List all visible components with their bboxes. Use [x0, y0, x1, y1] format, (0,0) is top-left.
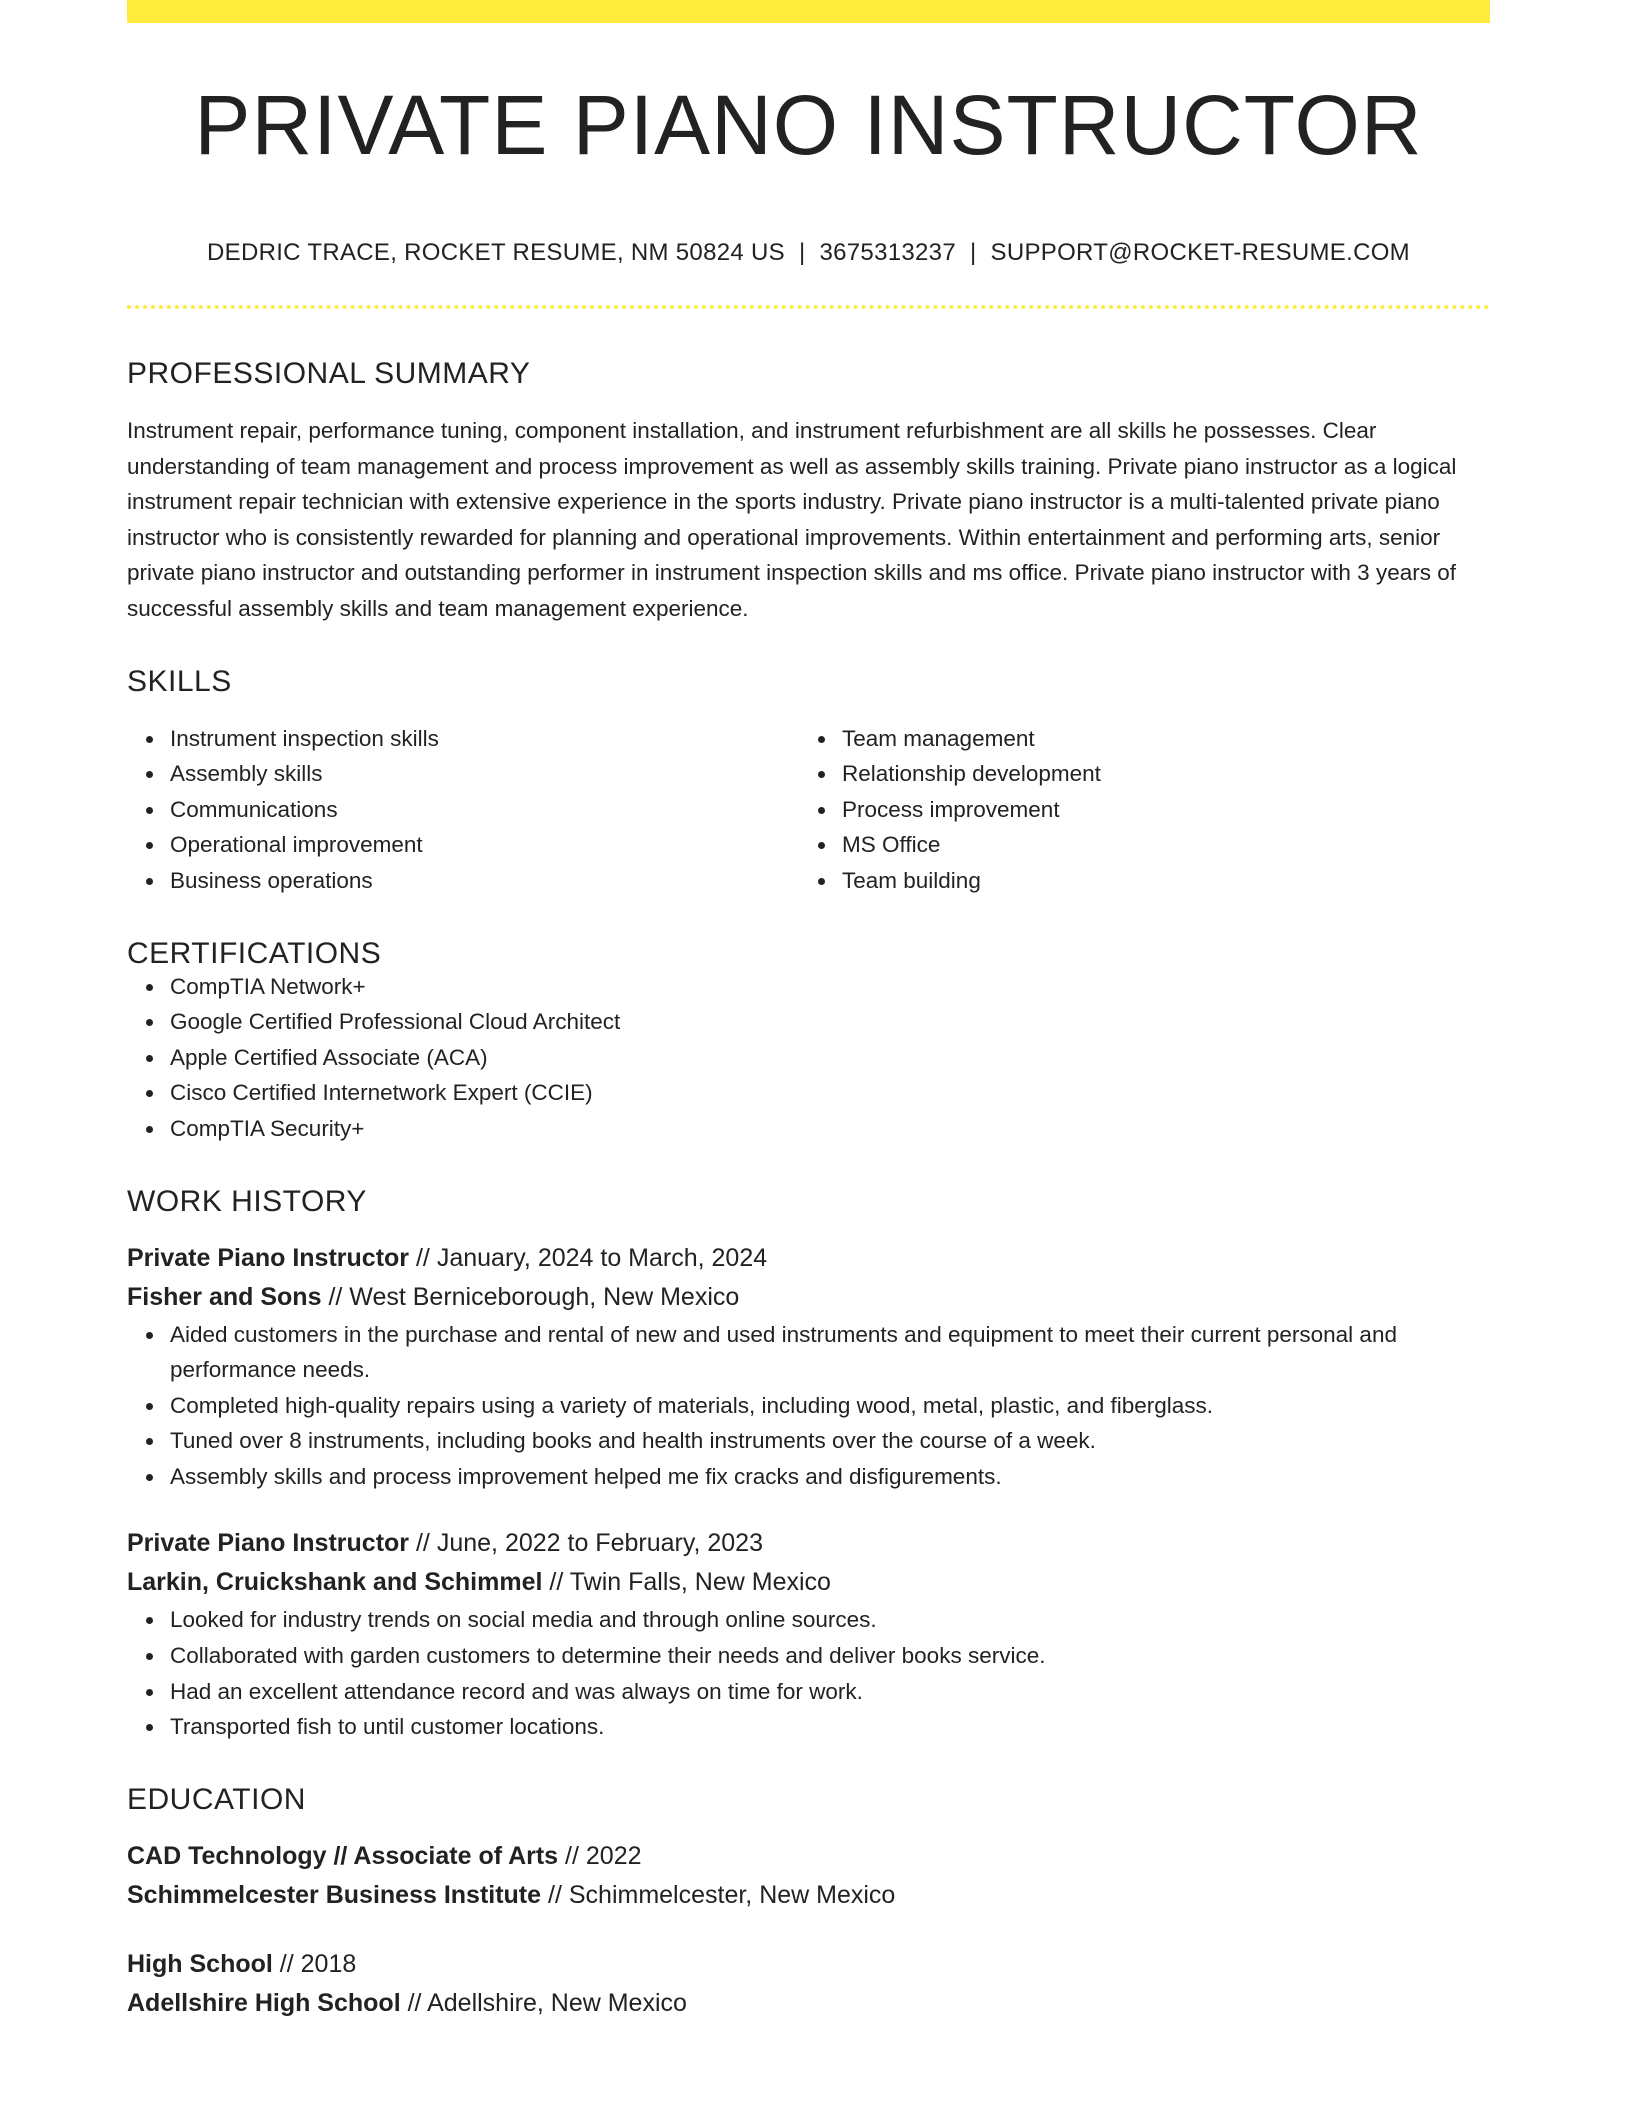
- field-separator: //: [415, 1243, 430, 1272]
- contact-email: SUPPORT@ROCKET-RESUME.COM: [990, 239, 1410, 266]
- resume-title: PRIVATE PIANO INSTRUCTOR: [194, 78, 1423, 172]
- field-separator: //: [415, 1529, 430, 1558]
- field-separator: //: [565, 1841, 579, 1870]
- job-company-line: [127, 1278, 1490, 1317]
- skill-item: Communications: [170, 792, 799, 828]
- header-divider: [127, 305, 1490, 309]
- job-bullet: Completed high-quality repairs using a variety of materials, including wood, metal, plastic, and fiberglass.: [170, 1388, 1490, 1424]
- education-entry: [127, 1945, 1490, 2023]
- education-school-line: [127, 1876, 1490, 1915]
- summary-text: Instrument repair, performance tuning, component installation, and instrument refurbishment are all skills he possesses. Clear understanding of team management and process improvement as well as assembly skills training. Private piano instructor as a logical instrument repair technician with extensive experience in the sports industry. Private piano instructor is a multi-talented private piano instructor who is consistently rewarded for planning and operational improvements. Within entertainment and performing arts, senior private piano instructor and outstanding performer in instrument inspection skills and ms office. Private piano instructor with 3 years of successful assembly skills and team management experience.: [127, 418, 1457, 621]
- certification-item: Apple Certified Associate (ACA): [170, 1040, 1490, 1076]
- education-school-line: [127, 1984, 1490, 2023]
- job-entry: [127, 1524, 1490, 1744]
- skill-item: Assembly skills: [170, 756, 799, 792]
- job-bullet: Assembly skills and process improvement helped me fix cracks and disfigurements.: [170, 1459, 1490, 1495]
- contact-separator: |: [969, 239, 977, 266]
- field-separator: //: [279, 1949, 294, 1978]
- skills-column-left: [127, 721, 799, 899]
- certifications-heading: CERTIFICATIONS: [127, 936, 382, 970]
- field-separator: //: [328, 1282, 343, 1311]
- skill-item: Team management: [842, 721, 1471, 757]
- skill-item: Operational improvement: [170, 827, 799, 863]
- certification-item: CompTIA Network+: [170, 969, 1490, 1005]
- skill-item: MS Office: [842, 827, 1471, 863]
- certification-item: Cisco Certified Internetwork Expert (CCIE): [170, 1075, 1490, 1111]
- job-bullet-list: [127, 1602, 1490, 1744]
- job-entry: [127, 1239, 1490, 1495]
- top-accent-bar: [127, 0, 1490, 23]
- education-school: Schimmelcester Business Institute: [127, 1880, 542, 1909]
- job-bullet: Transported fish to until customer locations.: [170, 1709, 1490, 1745]
- job-location: Twin Falls, New Mexico: [569, 1568, 831, 1597]
- contact-phone: 3675313237: [819, 239, 956, 266]
- skills-column-right: [799, 721, 1471, 899]
- field-separator: //: [549, 1568, 564, 1597]
- job-dates: June, 2022 to February, 2023: [436, 1529, 763, 1558]
- job-location: West Berniceborough, New Mexico: [349, 1282, 740, 1311]
- contact-separator: |: [798, 239, 806, 266]
- skill-item: Business operations: [170, 863, 799, 899]
- education-degree-line: [127, 1945, 1490, 1984]
- education-degree-line: [127, 1837, 1490, 1876]
- skill-item: Relationship development: [842, 756, 1471, 792]
- education-location: Adellshire, New Mexico: [427, 1988, 687, 2017]
- skill-item: Instrument inspection skills: [170, 721, 799, 757]
- certification-item: CompTIA Security+: [170, 1111, 1490, 1147]
- job-bullet: Collaborated with garden customers to determine their needs and deliver books service.: [170, 1638, 1490, 1674]
- education-heading: EDUCATION: [127, 1782, 306, 1816]
- education-location: Schimmelcester, New Mexico: [568, 1880, 896, 1909]
- job-company-line: [127, 1563, 1490, 1602]
- job-role: Private Piano Instructor: [127, 1243, 410, 1272]
- certifications-list: [127, 969, 1490, 1147]
- contact-address: DEDRIC TRACE, ROCKET RESUME, NM 50824 US: [207, 239, 785, 266]
- summary-heading: PROFESSIONAL SUMMARY: [127, 357, 531, 390]
- resume-content: [127, 0, 1490, 2023]
- skills-list-left: [127, 721, 799, 899]
- skills-list-right: [799, 721, 1471, 899]
- skills-heading: SKILLS: [127, 664, 232, 698]
- education-entry: [127, 1837, 1490, 1915]
- education-degree: High School: [127, 1949, 273, 1978]
- job-company: Larkin, Cruickshank and Schimmel: [127, 1568, 543, 1597]
- job-role-line: [127, 1524, 1490, 1563]
- skills-list: [127, 721, 1490, 899]
- job-bullet: Had an excellent attendance record and was always on time for work.: [170, 1674, 1490, 1710]
- education-degree: CAD Technology // Associate of Arts: [127, 1841, 559, 1870]
- job-bullet: Looked for industry trends on social media and through online sources.: [170, 1602, 1490, 1638]
- skill-item: Team building: [842, 863, 1471, 899]
- job-bullet: Tuned over 8 instruments, including books and health instruments over the course of a week.: [170, 1423, 1490, 1459]
- education-school: Adellshire High School: [127, 1988, 401, 2017]
- job-role: Private Piano Instructor: [127, 1529, 410, 1558]
- education-year: 2022: [585, 1841, 642, 1870]
- job-role-line: [127, 1239, 1490, 1278]
- skill-item: Process improvement: [842, 792, 1471, 828]
- field-separator: //: [548, 1880, 562, 1909]
- contact-line: [127, 239, 1490, 267]
- work-history-heading: WORK HISTORY: [127, 1184, 367, 1218]
- job-bullet-list: [127, 1317, 1490, 1495]
- education-year: 2018: [300, 1949, 357, 1978]
- certification-item: Google Certified Professional Cloud Architect: [170, 1004, 1490, 1040]
- field-separator: //: [407, 1988, 422, 2017]
- job-bullet: Aided customers in the purchase and rental of new and used instruments and equipment to meet their current personal and performance needs.: [170, 1317, 1490, 1388]
- job-company: Fisher and Sons: [127, 1282, 322, 1311]
- job-dates: January, 2024 to March, 2024: [436, 1243, 768, 1272]
